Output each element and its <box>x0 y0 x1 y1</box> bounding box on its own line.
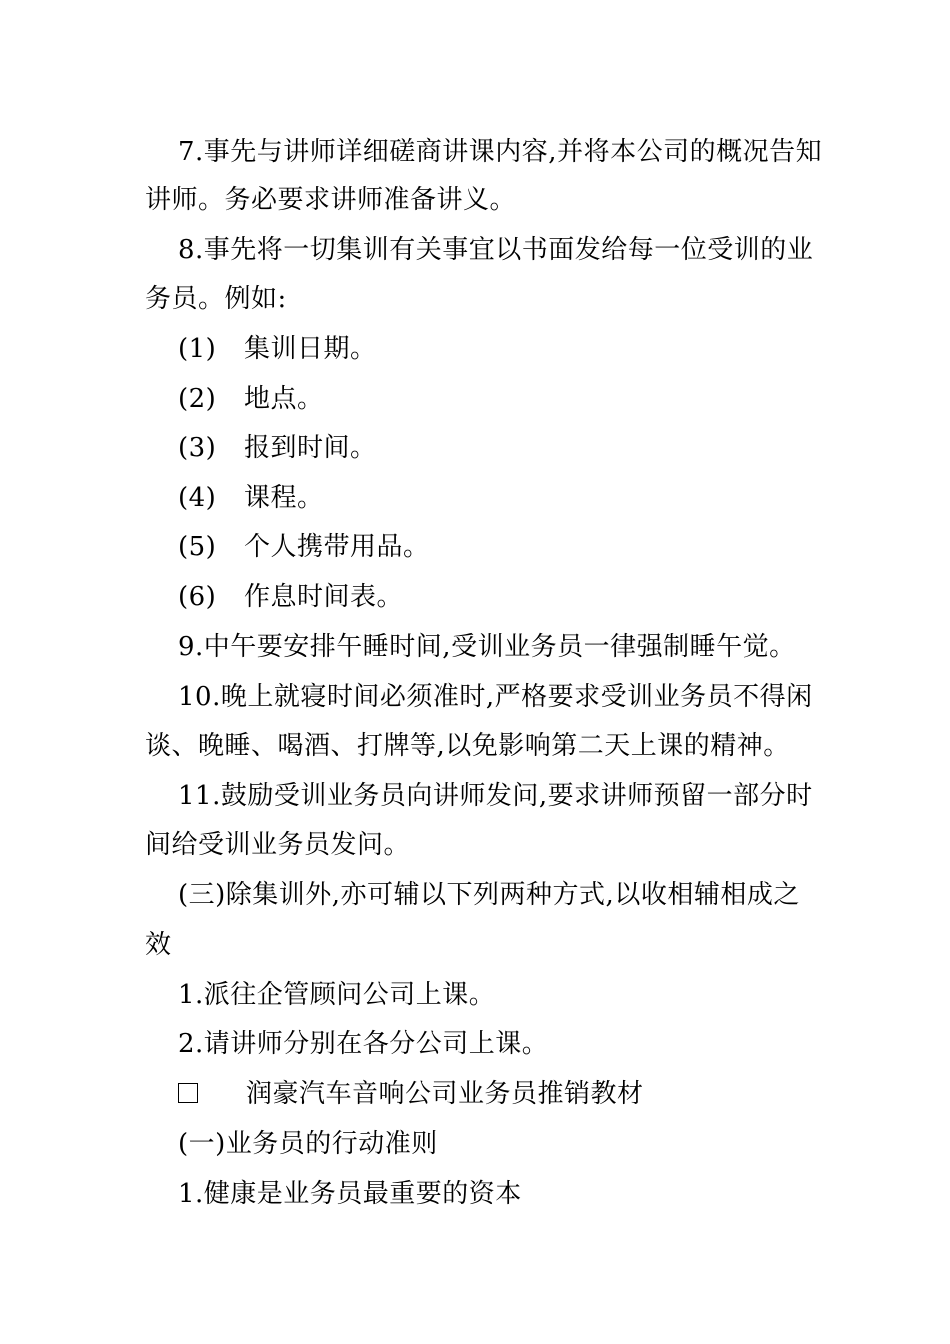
paragraph-8-line-1: 8.事先将一切集训有关事宜以书面发给每一位受训的业 <box>178 235 814 265</box>
paragraph-7-line-2: 讲师。务必要求讲师准备讲义。 <box>145 185 517 215</box>
list-item <box>178 531 430 563</box>
list-item-number: (2) <box>178 384 217 414</box>
list-item-text: 集训日期。 <box>244 334 377 364</box>
list-item-text: 报到时间。 <box>244 433 377 463</box>
list-item-number: (3) <box>178 433 217 463</box>
list-item-number: (4) <box>178 483 217 513</box>
paragraph-7-line-1: 7.事先与讲师详细磋商讲课内容,并将本公司的概况告知 <box>178 137 823 167</box>
paragraph-9: 9.中午要安排午睡时间,受训业务员一律强制睡午觉。 <box>178 632 796 662</box>
list-item-text: 作息时间表。 <box>244 582 404 612</box>
paragraph-10-line-1: 10.晚上就寝时间必须准时,严格要求受训业务员不得闲 <box>178 682 813 712</box>
list-item-text: 地点。 <box>244 384 324 414</box>
section-3-line-1: (三)除集训外,亦可辅以下列两种方式,以收相辅相成之 <box>178 880 800 910</box>
list-item-text: 个人携带用品。 <box>244 532 430 562</box>
section-1-title: (一)业务员的行动准则 <box>178 1129 438 1159</box>
section-heading <box>178 1078 644 1110</box>
list-item <box>178 383 324 415</box>
section-1-item-1: 1.健康是业务员最重要的资本 <box>178 1179 522 1209</box>
paragraph-11-line-2: 间给受训业务员发问。 <box>145 830 411 860</box>
list-item <box>178 482 324 514</box>
section-3-item-1: 1.派往企管顾问公司上课。 <box>178 980 496 1010</box>
list-item-number: (5) <box>178 532 217 562</box>
paragraph-8-line-2: 务员。例如: <box>145 284 287 314</box>
list-item-text: 课程。 <box>244 483 324 513</box>
list-item-number: (6) <box>178 582 217 612</box>
list-item <box>178 333 377 365</box>
list-item-number: (1) <box>178 334 217 364</box>
paragraph-11-line-1: 11.鼓励受训业务员向讲师发问,要求讲师预留一部分时 <box>178 781 813 811</box>
section-3-item-2: 2.请讲师分别在各分公司上课。 <box>178 1029 549 1059</box>
section-heading-text: 润豪汽车音响公司业务员推销教材 <box>246 1079 644 1109</box>
checkbox-square-icon <box>178 1083 198 1103</box>
list-item <box>178 581 403 613</box>
list-item <box>178 432 377 464</box>
paragraph-10-line-2: 谈、晚睡、喝酒、打牌等,以免影响第二天上课的精神。 <box>145 731 790 761</box>
section-3-line-2: 效 <box>145 930 172 960</box>
